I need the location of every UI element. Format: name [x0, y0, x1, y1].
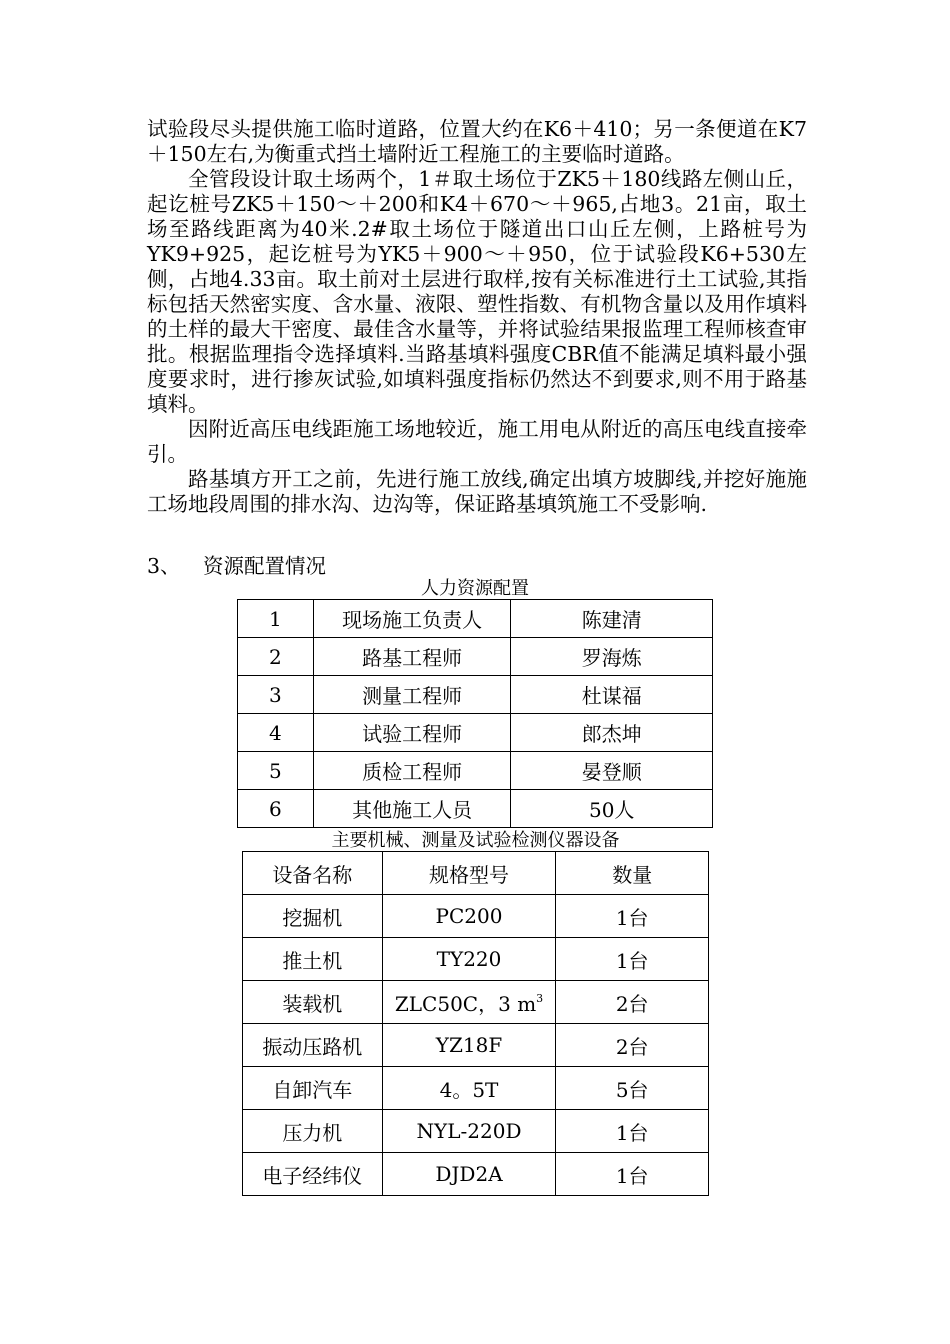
table-cell: 6	[238, 790, 314, 828]
table-row	[238, 638, 713, 676]
table-cell: DJD2A	[382, 1153, 556, 1196]
table-cell: 50人	[511, 790, 713, 828]
table-cell: 1	[238, 600, 314, 638]
table-cell: PC200	[382, 895, 556, 938]
table-row	[243, 1024, 709, 1067]
table-row	[243, 1153, 709, 1196]
table-row	[238, 600, 713, 638]
paragraph-4: 路基填方开工之前，先进行施工放线,确定出填方坡脚线,并挖好施施工场地段周围的排水沟、边沟等，保证路基填筑施工不受影响.	[147, 467, 807, 516]
table-cell: 1台	[556, 938, 709, 981]
table-row	[238, 752, 713, 790]
paragraph-1: 试验段尽头提供施工临时道路，位置大约在K6＋410；另一条便道在K7＋150左右,为衡重式挡土墙附近工程施工的主要临时道路。	[147, 117, 807, 166]
section-heading	[147, 554, 326, 579]
table-row	[238, 714, 713, 752]
table-cell: 1台	[556, 895, 709, 938]
table-cell: 压力机	[243, 1110, 383, 1153]
table-cell: YZ18F	[382, 1024, 556, 1067]
table-cell: 其他施工人员	[313, 790, 511, 828]
table-cell: 质检工程师	[313, 752, 511, 790]
table-cell: 4	[238, 714, 314, 752]
table-cell: NYL-220D	[382, 1110, 556, 1153]
paragraph-3: 因附近高压电线距施工场地较近，施工用电从附近的高压电线直接牵引。	[147, 417, 807, 466]
table-cell: 2	[238, 638, 314, 676]
table-cell: 4。5T	[382, 1067, 556, 1110]
table-cell: 3	[238, 676, 314, 714]
table-cell: 2台	[556, 1024, 709, 1067]
table-cell: 电子经纬仪	[243, 1153, 383, 1196]
table-cell: 5台	[556, 1067, 709, 1110]
table-row	[243, 981, 709, 1024]
table-header-cell: 数量	[556, 852, 709, 895]
table-cell: 现场施工负责人	[313, 600, 511, 638]
table-cell: 推土机	[243, 938, 383, 981]
table-row	[238, 676, 713, 714]
equipment-table	[242, 851, 709, 1196]
table-row	[243, 1110, 709, 1153]
table-cell	[382, 981, 556, 1024]
table-cell: TY220	[382, 938, 556, 981]
table-cell: 罗海炼	[511, 638, 713, 676]
body-text	[147, 117, 807, 517]
unit-superscript: 3	[536, 991, 544, 1005]
hr-table	[237, 599, 713, 828]
table-cell: 2台	[556, 981, 709, 1024]
spec-text: ZLC50C，3 m	[394, 991, 537, 1016]
table-cell: 郎杰坤	[511, 714, 713, 752]
table-cell: 试验工程师	[313, 714, 511, 752]
table-cell: 装载机	[243, 981, 383, 1024]
hr-table-caption: 人力资源配置	[421, 578, 529, 599]
table-cell: 振动压路机	[243, 1024, 383, 1067]
table-cell: 自卸汽车	[243, 1067, 383, 1110]
table-header-cell: 规格型号	[382, 852, 556, 895]
section-number: 3、	[147, 554, 181, 578]
table-cell: 陈建清	[511, 600, 713, 638]
table-cell: 1台	[556, 1153, 709, 1196]
table-cell: 路基工程师	[313, 638, 511, 676]
table-cell: 杜谋福	[511, 676, 713, 714]
table-row	[243, 938, 709, 981]
table-row	[243, 1067, 709, 1110]
table-header-row	[243, 852, 709, 895]
table-row	[238, 790, 713, 828]
table-row	[243, 895, 709, 938]
table-header-cell: 设备名称	[243, 852, 383, 895]
paragraph-2: 全管段设计取土场两个，1＃取土场位于ZK5＋180线路左侧山丘，起讫桩号ZK5＋150～＋200和K4＋670～＋965,占地3。21亩，取土场至路线距离为40米.2#取土场位于隧道出口山丘左侧，上路桩号为YK9+925，起讫桩号为YK5＋900～＋950，位于试验段K6+530左侧，占地4.33亩。取土前对土层进行取样,按有关标准进行土工试验,其指标包括天然密实度、含水量、液限、塑性指数、有机物含量以及用作填料的土样的最大干密度、最佳含水量等，并将试验结果报监理工程师核查审批。根据监理指令选择填料.当路基填料强度CBR值不能满足填料最小强度要求时，进行掺灰试验,如填料强度指标仍然达不到要求,则不用于路基填料。	[147, 167, 807, 416]
table-cell: 5	[238, 752, 314, 790]
table-cell: 晏登顺	[511, 752, 713, 790]
equip-table-caption: 主要机械、测量及试验检测仪器设备	[331, 830, 620, 851]
table-cell: 1台	[556, 1110, 709, 1153]
section-title: 资源配置情况	[203, 554, 326, 578]
table-cell: 挖掘机	[243, 895, 383, 938]
table-cell: 测量工程师	[313, 676, 511, 714]
